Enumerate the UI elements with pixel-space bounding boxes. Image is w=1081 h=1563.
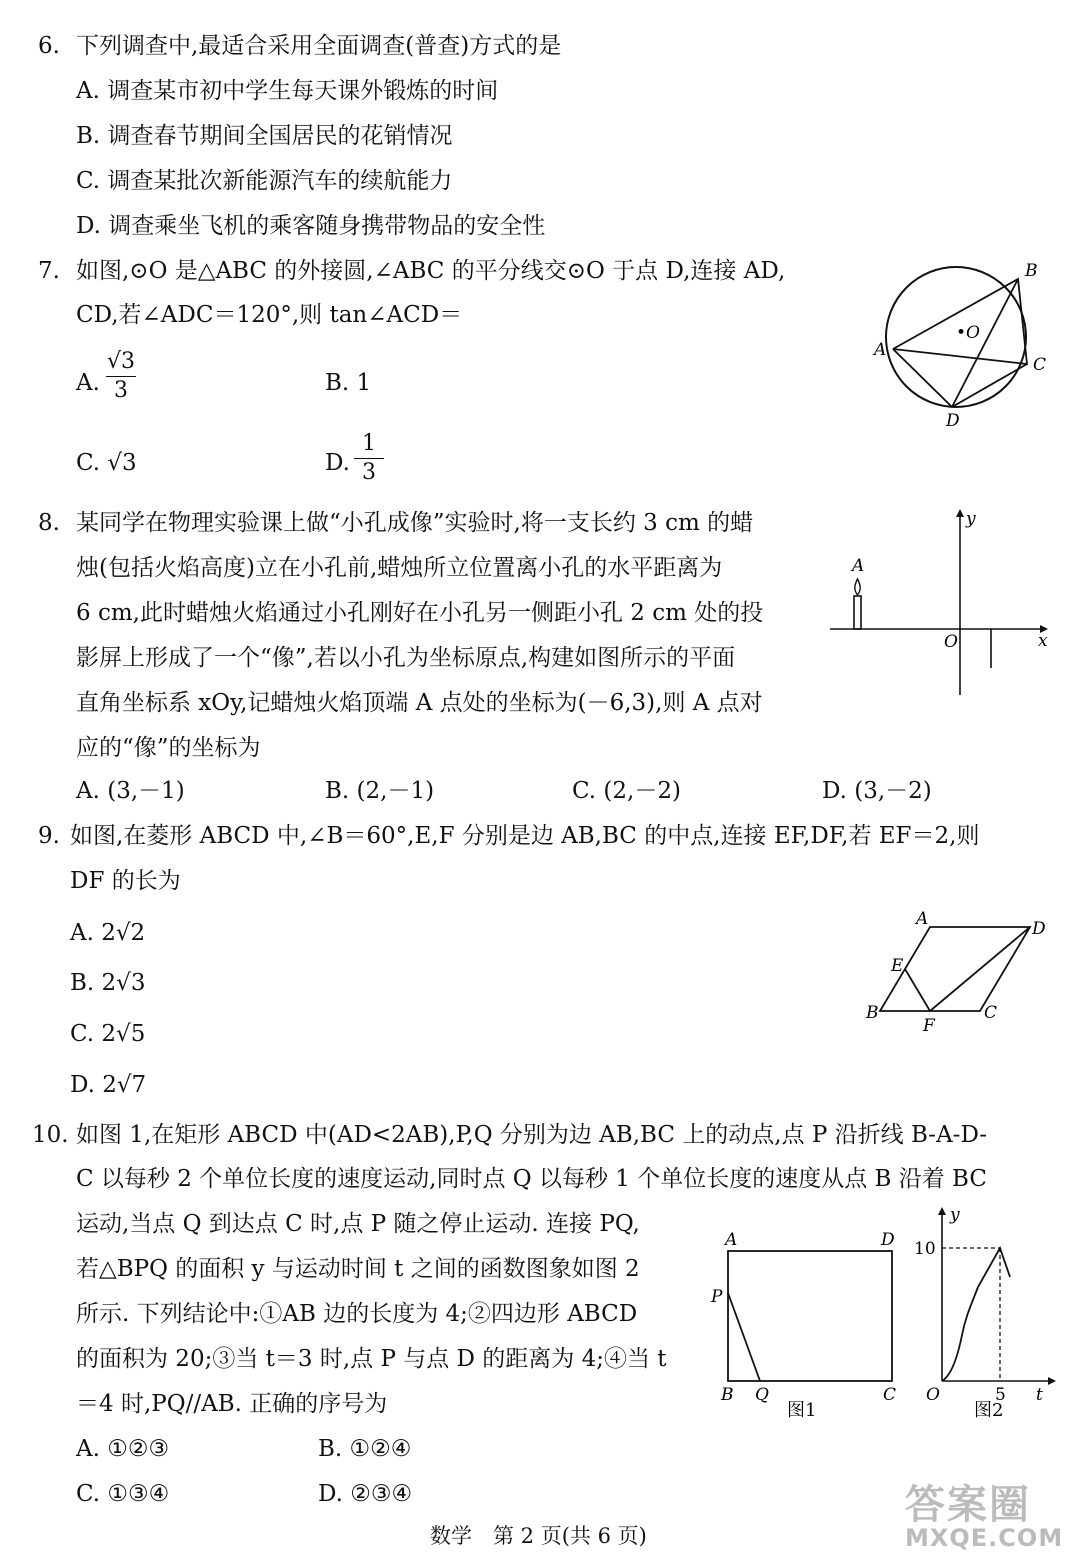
q10-fig2-label-five: 5 <box>995 1385 1006 1405</box>
q8-option-b: B. (2,－1) <box>325 778 435 804</box>
q9-label-b: B <box>866 1003 879 1023</box>
q10-stem-line2: C 以每秒 2 个单位长度的速度运动,同时点 Q 以每秒 1 个单位长度的速度从点 B 沿着 BC <box>76 1166 987 1192</box>
q10-option-a: A. ①②③ <box>76 1436 170 1462</box>
q7-label-d: D <box>946 411 960 431</box>
q9-label-a: A <box>916 909 929 929</box>
q8-option-c: C. (2,－2) <box>572 778 681 804</box>
q7-option-a-denominator: 3 <box>114 378 128 403</box>
q10-fig2-t-arrow-icon <box>1048 1377 1056 1385</box>
q10-segment-pq <box>728 1293 760 1381</box>
q10-fig1-caption: 图1 <box>787 1400 817 1421</box>
q7-option-d-label: D. <box>325 450 350 476</box>
watermark-url: MXQE.COM <box>905 1524 1064 1552</box>
q9-label-f: F <box>923 1016 935 1036</box>
q10-fig2-label-y: y <box>950 1205 960 1225</box>
q6-option-b: B. 调查春节期间全国居民的花销情况 <box>76 123 453 149</box>
q7-triangle-abc <box>893 279 1027 364</box>
q9-stem-line1: 如图,在菱形 ABCD 中,∠B＝60°,E,F 分别是边 AB,BC 的中点,连接 EF,DF,若 EF＝2,则 <box>70 823 980 849</box>
page-footer: 数学 第 2 页(共 6 页) <box>430 1524 647 1548</box>
q10-fig1-label-d: D <box>881 1230 895 1250</box>
q10-fig1-label-c: C <box>883 1385 897 1405</box>
q10-option-b: B. ①②④ <box>318 1436 412 1462</box>
q7-stem-line2: CD,若∠ADC＝120°,则 tan∠ACD＝ <box>76 302 463 328</box>
q10-fig2-caption: 图2 <box>974 1400 1004 1421</box>
q7-label-o: •O <box>956 323 980 343</box>
q8-line-6: 应的“像”的坐标为 <box>76 735 261 761</box>
q7-option-d-fraction <box>354 432 384 485</box>
q7-option-a-numerator: √3 <box>106 349 135 374</box>
q7-option-b: B. 1 <box>325 370 372 396</box>
q10-stem-line3: 运动,当点 Q 到达点 C 时,点 P 随之停止运动. 连接 PQ, <box>76 1211 640 1237</box>
q10-fig2-label-t: t <box>1036 1385 1043 1405</box>
q8-option-d: D. (3,－2) <box>822 778 932 804</box>
q7-label-c: C <box>1033 355 1047 375</box>
q6-stem: 下列调查中,最适合采用全面调查(普查)方式的是 <box>76 33 562 59</box>
q10-fig1-label-b: B <box>721 1385 734 1405</box>
q7-option-d-numerator: 1 <box>362 431 376 456</box>
q9-option-c: C. 2√5 <box>70 1021 146 1047</box>
q10-option-c: C. ①③④ <box>76 1481 170 1507</box>
q8-candle <box>854 596 861 629</box>
q7-stem-line1: 如图,⊙O 是△ABC 的外接圆,∠ABC 的平分线交⊙O 于点 D,连接 AD, <box>76 258 786 284</box>
q7-option-a-label: A. <box>76 370 100 396</box>
q8-number: 8. <box>38 510 60 536</box>
q6-option-a: A. 调查某市初中学生每天课外锻炼的时间 <box>76 78 499 104</box>
q7-option-c: C. √3 <box>76 450 137 476</box>
q10-stem-line4: 若△BPQ 的面积 y 与运动时间 t 之间的函数图象如图 2 <box>76 1256 640 1282</box>
q6-option-c: C. 调查某批次新能源汽车的续航能力 <box>76 168 453 194</box>
q7-number: 7. <box>38 258 60 284</box>
q6-option-d: D. 调查乘坐飞机的乘客随身携带物品的安全性 <box>76 213 546 239</box>
q8-flame <box>855 579 860 595</box>
q8-line-5: 直角坐标系 xOy,记蜡烛火焰顶端 A 点处的坐标为(－6,3),则 A 点对 <box>76 690 763 716</box>
q10-stem-line5: 所示. 下列结论中:①AB 边的长度为 4;②四边形 ABCD <box>76 1301 638 1327</box>
q10-fig1-label-q: Q <box>755 1385 769 1405</box>
q10-fig1-label-a: A <box>725 1230 738 1250</box>
q9-label-c: C <box>984 1003 998 1023</box>
q8-label-x: x <box>1038 631 1048 651</box>
q9-number: 9. <box>38 823 60 849</box>
q8-y-arrow-icon <box>956 509 964 517</box>
q9-option-b: B. 2√3 <box>70 970 146 996</box>
q10-stem-line1: 如图 1,在矩形 ABCD 中(AD<2AB),P,Q 分别为边 AB,BC 上的动点,点 P 沿折线 B-A-D- <box>76 1122 988 1148</box>
q8-option-a: A. (3,－1) <box>76 778 185 804</box>
q10-fig2-y-arrow-icon <box>938 1207 946 1215</box>
q7-label-b: B <box>1025 261 1038 281</box>
q10-stem-line6: 的面积为 20;③当 t＝3 时,点 P 与点 D 的距离为 4;④当 t <box>76 1346 667 1372</box>
q9-rhombus-figure <box>860 905 1060 1040</box>
q8-line-4: 影屏上形成了一个“像”,若以小孔为坐标原点,构建如图所示的平面 <box>76 645 736 671</box>
q8-label-y: y <box>966 509 976 529</box>
q9-segments-ef-fd <box>905 927 1030 1011</box>
q8-line-2: 烛(包括火焰高度)立在小孔前,蜡烛所立位置离小孔的水平距离为 <box>76 555 723 581</box>
q10-fig2-label-ten: 10 <box>914 1239 936 1259</box>
q7-circle-figure <box>860 252 1070 432</box>
q7-label-a: A <box>874 340 887 360</box>
q8-line-3: 6 cm,此时蜡烛火焰通过小孔刚好在小孔另一侧距小孔 2 cm 处的投 <box>76 600 764 626</box>
q10-number: 10. <box>32 1122 69 1148</box>
q10-fig2-label-o: O <box>926 1385 940 1405</box>
q7-segments-ad-cd <box>893 349 1027 407</box>
q10-figure-2 <box>910 1205 1060 1425</box>
q8-coordinate-figure <box>820 505 1055 700</box>
q10-option-d: D. ②③④ <box>318 1481 413 1507</box>
q9-label-d: D <box>1032 919 1046 939</box>
q10-fig1-label-p: P <box>711 1287 723 1307</box>
q7-option-a-fraction <box>106 350 136 403</box>
q9-label-e: E <box>891 956 904 976</box>
q9-option-d: D. 2√7 <box>70 1072 147 1098</box>
q9-stem-line2: DF 的长为 <box>70 868 181 894</box>
q10-figure-1 <box>705 1220 910 1425</box>
q10-stem-line7: ＝4 时,PQ//AB. 正确的序号为 <box>76 1391 388 1417</box>
q7-option-d-denominator: 3 <box>362 460 376 485</box>
q6-number: 6. <box>38 33 60 59</box>
q9-option-a: A. 2√2 <box>70 920 146 946</box>
q8-line-1: 某同学在物理实验课上做“小孔成像”实验时,将一支长约 3 cm 的蜡 <box>76 510 754 536</box>
q8-label-o: O <box>944 632 958 652</box>
watermark-logo: 答案圈 <box>905 1482 1031 1528</box>
q8-label-a: A <box>852 556 865 576</box>
